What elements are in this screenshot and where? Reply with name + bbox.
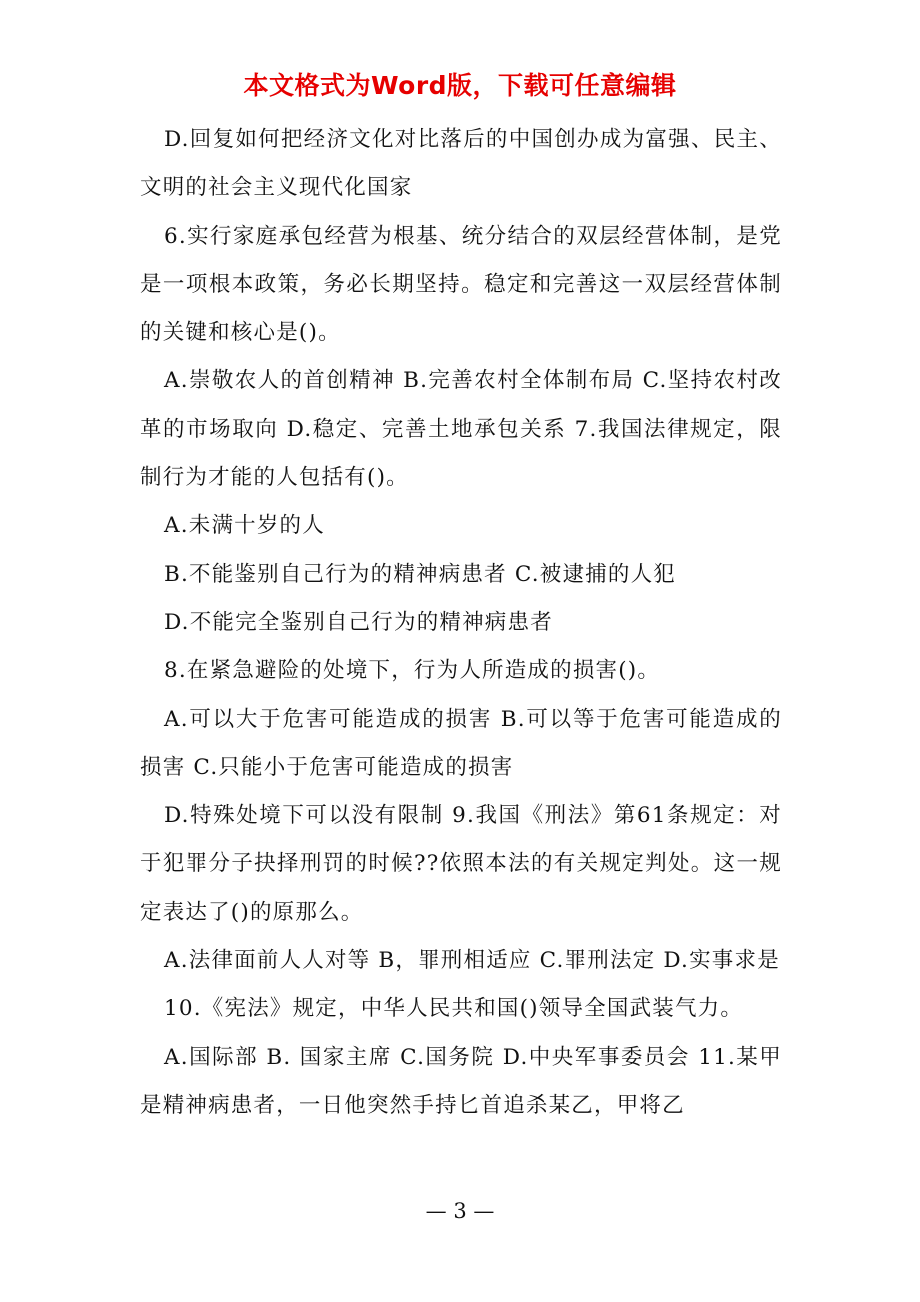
- paragraph-options-abc-q8: A.可以大于危害可能造成的损害 B.可以等于危害可能造成的损害 C.只能小于危害可能造成的损害: [140, 706, 782, 780]
- paragraph-options-q6-question-7: A.崇敬农人的首创精神 B.完善农村全体制布局 C.坚持农村改革的市场取向 D.稳定、完善土地承包关系 7.我国法律规定，限制行为才能的人包括有()。: [140, 368, 782, 491]
- paragraph-answer-d-q5: D.回复如何把经济文化对比落后的中国创办成为富强、民主、文明的社会主义现代化国家: [140, 127, 782, 201]
- paragraph-question-10: 10.《宪法》规定，中华人民共和国()领导全国武装气力。: [164, 996, 744, 1022]
- document-body: [140, 116, 782, 1130]
- editable-banner: 本文格式为Word版，下载可任意编辑: [243, 71, 677, 100]
- paragraph-option-d-q7: D.不能完全鉴别自己行为的精神病患者: [164, 609, 553, 635]
- paragraph-options-q9: A.法律面前人人对等 B，罪刑相适应 C.罪刑法定 D.实事求是: [164, 948, 780, 974]
- paragraph-question-8: 8.在紧急避险的处境下，行为人所造成的损害()。: [164, 658, 661, 684]
- paragraph-question-6: 6.实行家庭承包经营为根基、统分结合的双层经营体制，是党是一项根本政策，务必长期坚持。稳定和完善这一双层经营体制的关键和核心是()。: [140, 223, 782, 346]
- paragraph-option-a-q7: A.未满十岁的人: [164, 513, 325, 539]
- paragraph-options-q10-question-11: A.国际部 B. 国家主席 C.国务院 D.中央军事委员会 11.某甲是精神病患者，一日他突然手持匕首追杀某乙，甲将乙: [140, 1044, 782, 1118]
- paragraph-option-d-q8-question-9: D.特殊处境下可以没有限制 9.我国《刑法》第61条规定：对于犯罪分子抉择刑罚的时候??依照本法的有关规定判处。这一规定表达了()的原那么。: [140, 803, 782, 925]
- paragraph-options-bc-q7: B.不能鉴别自己行为的精神病患者 C.被逮捕的人犯: [164, 561, 676, 587]
- page-number: — 3 —: [425, 1199, 495, 1223]
